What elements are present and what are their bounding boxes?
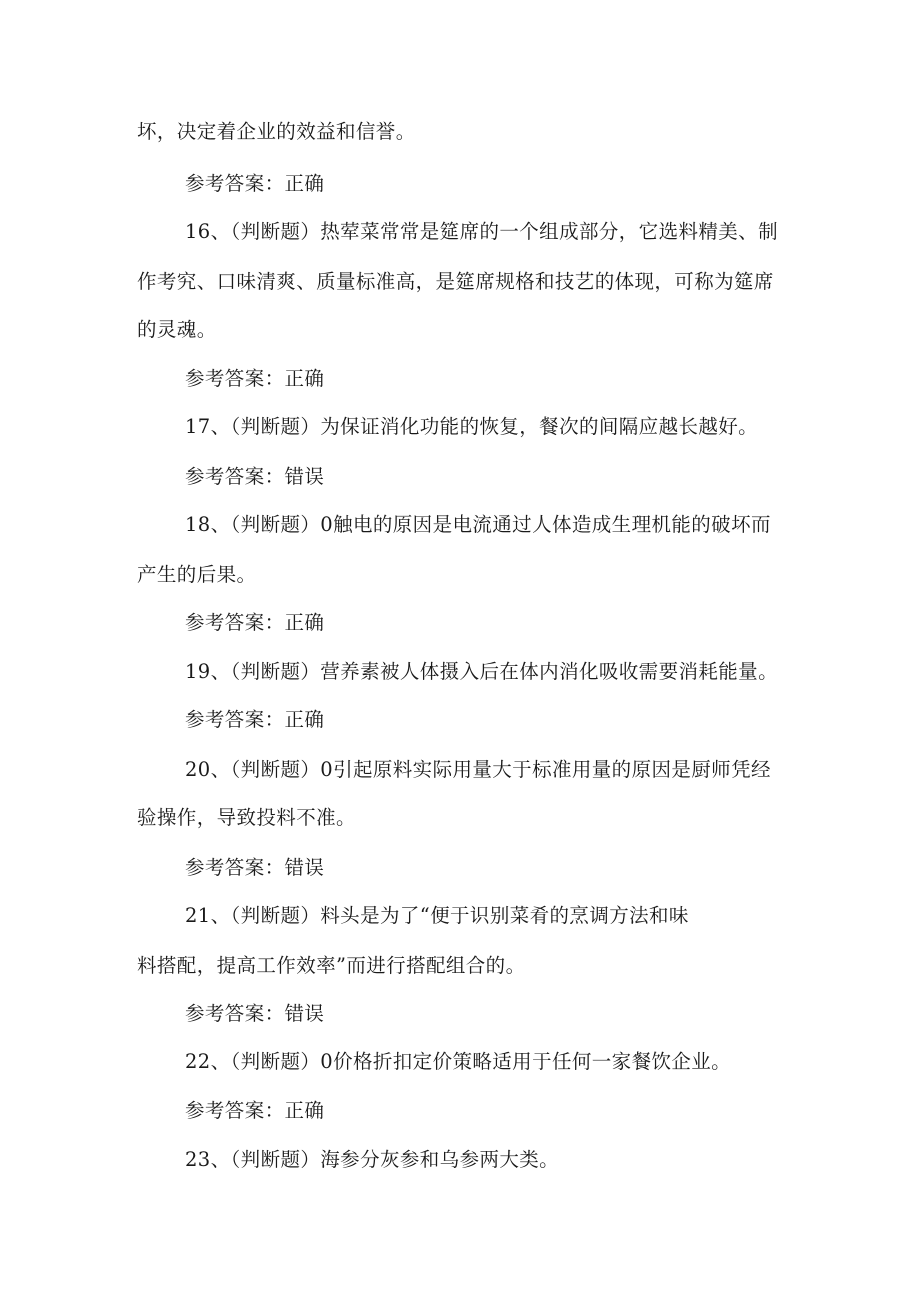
answer-20: 参考答案：错误 xyxy=(185,856,325,879)
question-22-line-1: 22、（判断题）0价格折扣定价策略适用于任何一家餐饮企业。 xyxy=(185,1050,732,1073)
question-20-line-2: 验操作，导致投料不准。 xyxy=(137,806,356,829)
answer-line: 参考答案：正确 xyxy=(185,172,325,195)
answer-17: 参考答案：错误 xyxy=(185,465,325,488)
answer-22: 参考答案：正确 xyxy=(185,1099,325,1122)
question-23-line-1: 23、（判断题）海参分灰参和乌参两大类。 xyxy=(185,1148,560,1171)
answer-16: 参考答案：正确 xyxy=(185,367,325,390)
answer-19: 参考答案：正确 xyxy=(185,708,325,731)
question-16-line-3: 的灵魂。 xyxy=(137,318,217,341)
question-17-line-1: 17、（判断题）为保证消化功能的恢复，餐次的间隔应越长越好。 xyxy=(185,415,759,438)
question-16-line-2: 作考究、口味清爽、质量标准高，是筵席规格和技艺的体现，可称为筵席 xyxy=(137,270,774,293)
answer-18: 参考答案：正确 xyxy=(185,611,325,634)
question-18-line-1: 18、（判断题）0触电的原因是电流通过人体造成生理机能的破坏而 xyxy=(185,513,771,536)
text-line-continuation: 坏，决定着企业的效益和信誉。 xyxy=(137,120,416,143)
question-16-line-1: 16、（判断题）热荤菜常常是筵席的一个组成部分，它选料精美、制 xyxy=(185,220,778,243)
answer-21: 参考答案：错误 xyxy=(185,1002,325,1025)
question-21-line-2: 料搭配，提高工作效率”而进行搭配组合的。 xyxy=(137,954,526,977)
question-18-line-2: 产生的后果。 xyxy=(137,563,257,586)
question-21-line-1: 21、（判断题）料头是为了“便于识别菜肴的烹调方法和味 xyxy=(185,904,689,927)
question-19-line-1: 19、（判断题）营养素被人体摄入后在体内消化吸收需要消耗能量。 xyxy=(185,660,778,683)
question-20-line-1: 20、（判断题）0引起原料实际用量大于标准用量的原因是厨师凭经 xyxy=(185,758,771,781)
